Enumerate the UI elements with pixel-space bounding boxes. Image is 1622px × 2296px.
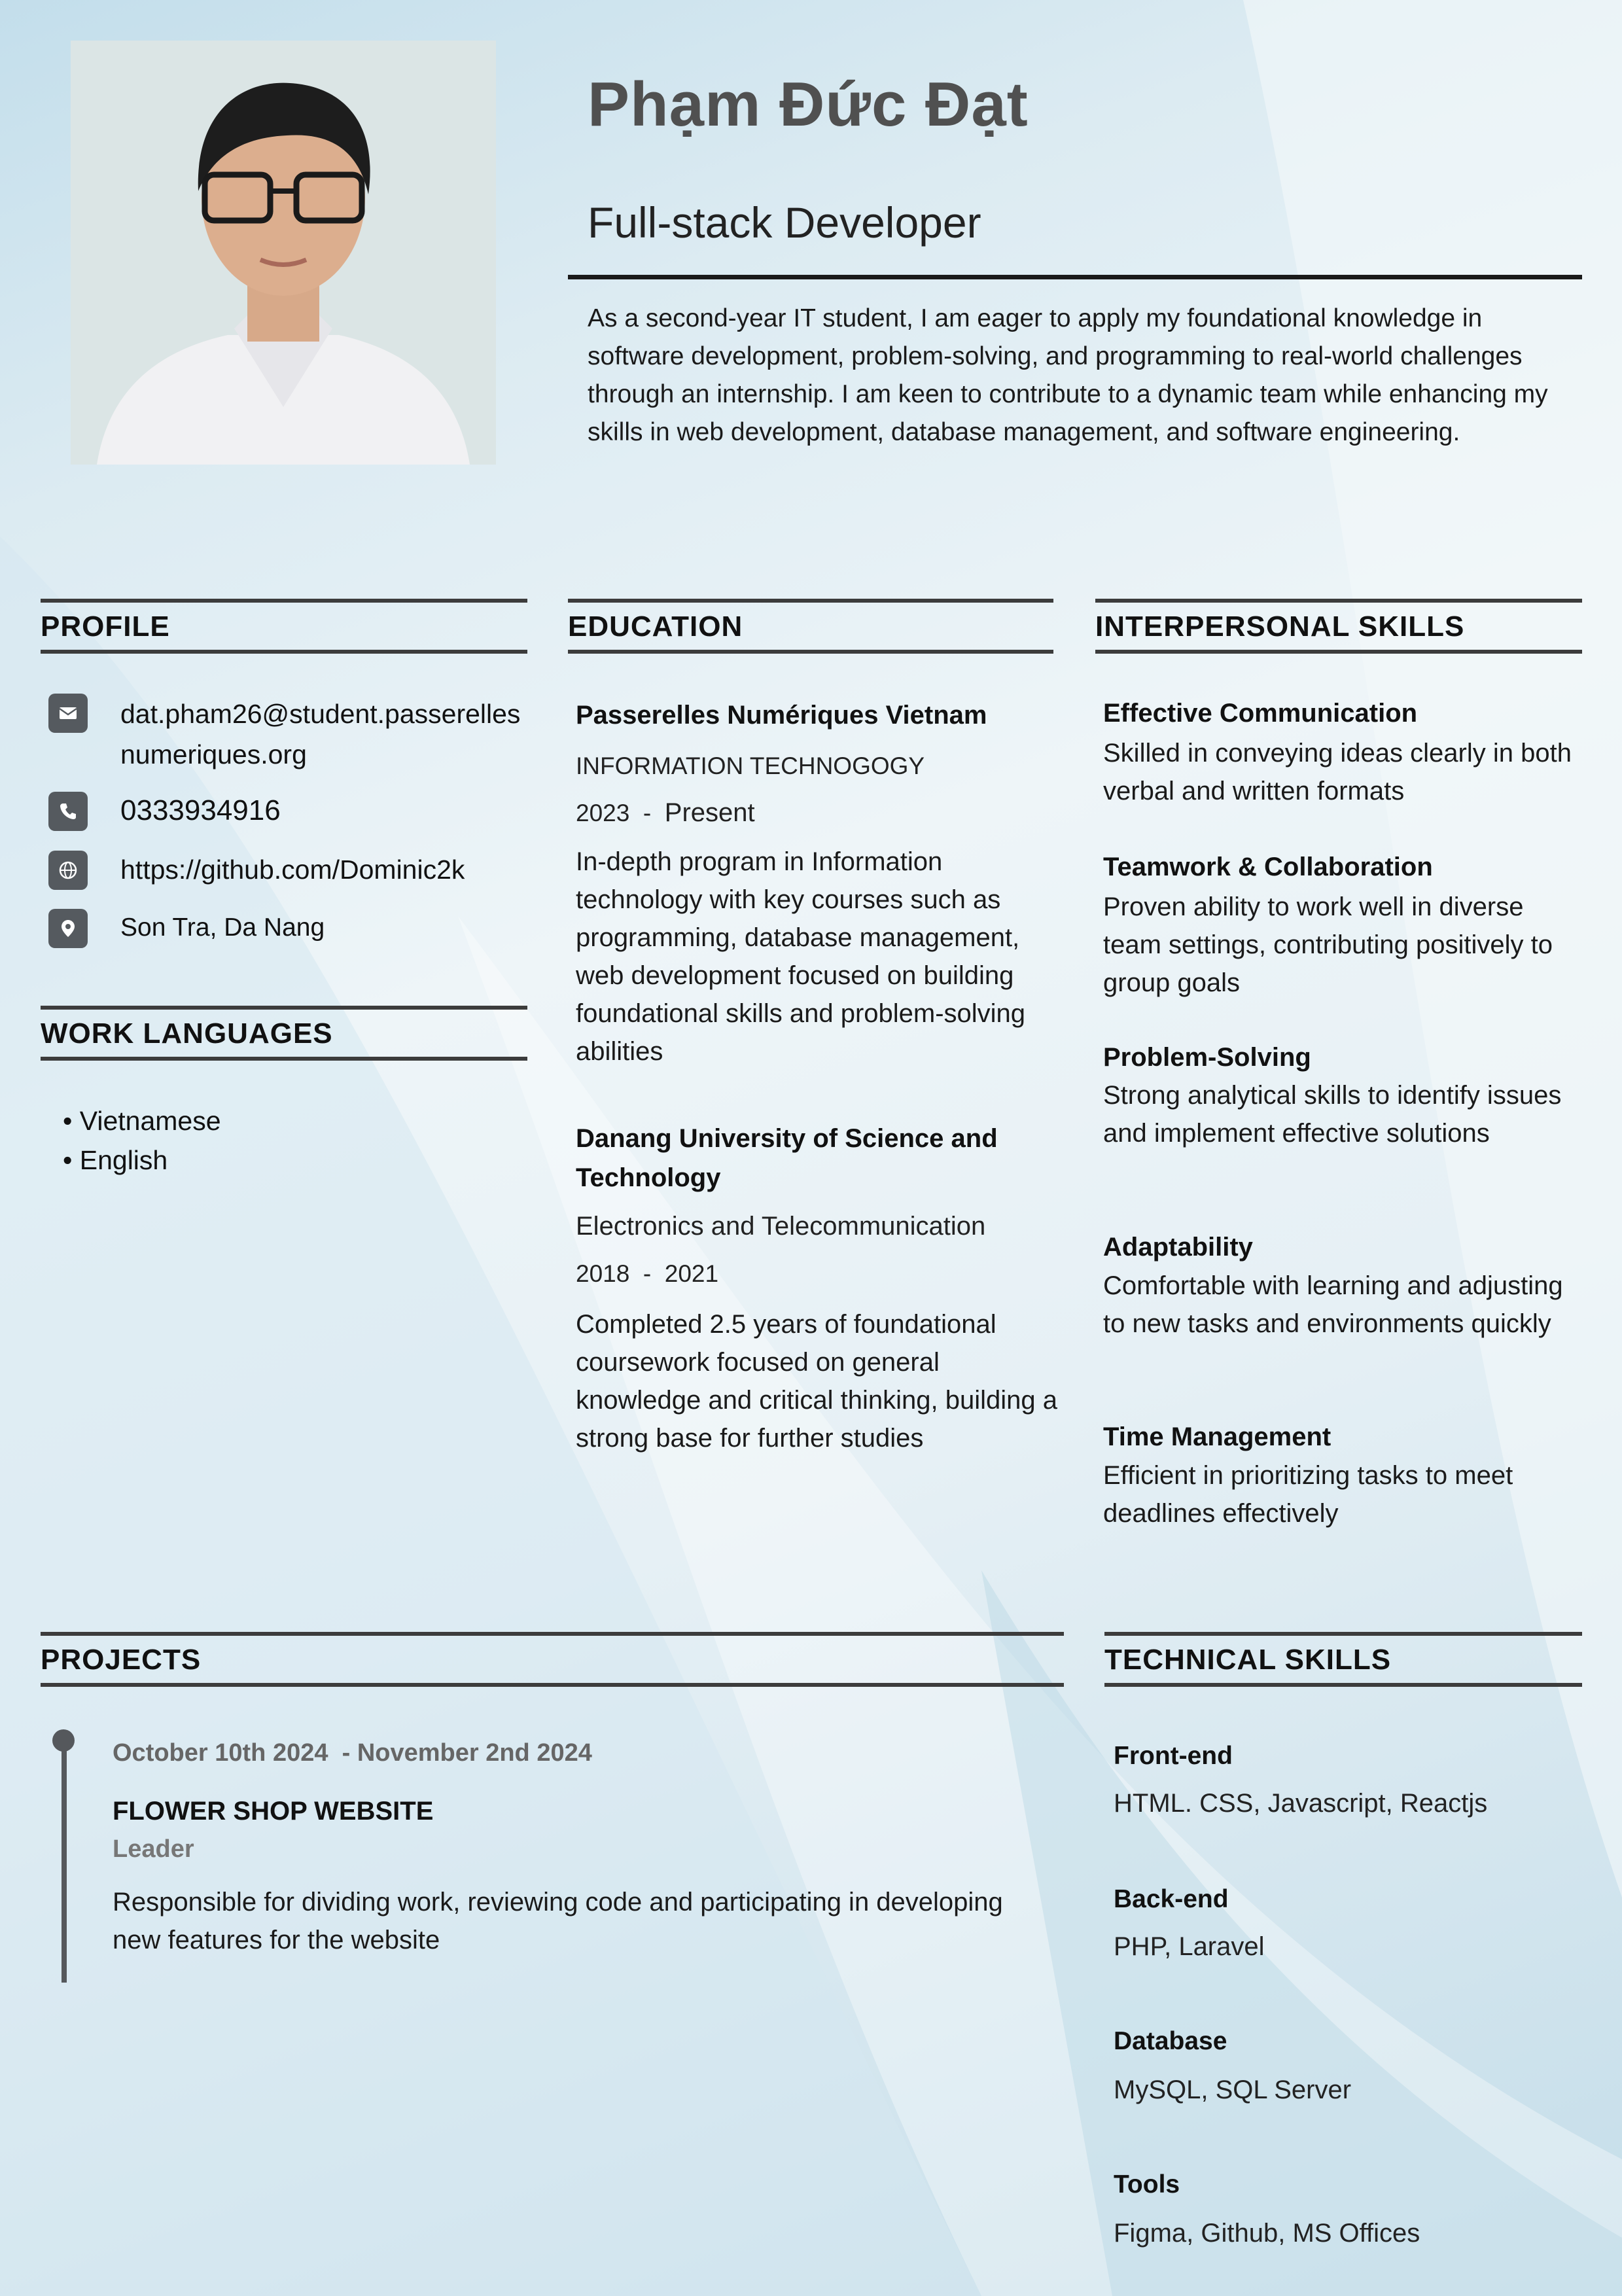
email-icon — [48, 694, 88, 733]
career-summary: As a second-year IT student, I am eager to apply my foundational knowledge in software development, problem-solving, and programming to real-world challenges through an internship. I am keen to contribute to a dynamic team while enhancing my skills in web development, database management, and software engineering. — [588, 304, 1548, 446]
language-item: • English — [63, 1145, 168, 1175]
education-school: Passerelles Numériques Vietnam — [576, 701, 987, 730]
tech-category: Database — [1114, 2027, 1227, 2055]
skill-title: Effective Communication — [1103, 699, 1418, 728]
tech-category: Back-end — [1114, 1885, 1229, 1913]
job-title: Full-stack Developer — [588, 198, 981, 247]
tech-value: PHP, Laravel — [1114, 1932, 1265, 1961]
profile-photo — [71, 41, 496, 465]
education-heading: EDUCATION — [568, 599, 1053, 654]
education-description: Completed 2.5 years of foundational coursework focused on general knowledge and critical thinking, building a strong base for further studies — [576, 1310, 1058, 1453]
skill-description: Proven ability to work well in diverse team settings, contributing positively to group goals — [1103, 892, 1553, 997]
phone-icon — [48, 792, 88, 831]
technical-heading: TECHNICAL SKILLS — [1104, 1632, 1582, 1687]
tech-value: MySQL, SQL Server — [1114, 2075, 1352, 2104]
location-text: Son Tra, Da Nang — [120, 913, 325, 942]
project-role: Leader — [113, 1835, 194, 1863]
tech-value: Figma, Github, MS Offices — [1114, 2219, 1420, 2248]
education-dates: 2018 - 2021 — [576, 1260, 719, 1287]
email-text[interactable]: dat.pham26@student.passerelles numeriques.org — [120, 699, 521, 769]
skill-description: Comfortable with learning and adjusting to new tasks and environments quickly — [1103, 1271, 1563, 1338]
header-divider — [568, 275, 1582, 279]
candidate-name: Phạm Đức Đạt — [588, 69, 1029, 139]
phone-text[interactable]: 0333934916 — [120, 794, 281, 826]
education-major: INFORMATION TECHNOGOGY — [576, 752, 925, 779]
education-dates: 2023 - Present — [576, 798, 755, 827]
skill-description: Efficient in prioritizing tasks to meet deadlines effectively — [1103, 1461, 1513, 1528]
globe-icon — [48, 851, 88, 890]
profile-heading: PROFILE — [41, 599, 527, 654]
tech-category: Tools — [1114, 2170, 1180, 2199]
education-description: In-depth program in Information technology with key courses such as programming, database management, web development focused on building foundational skills and problem-solving abilities — [576, 847, 1026, 1066]
skill-description: Skilled in conveying ideas clearly in both verbal and written formats — [1103, 739, 1572, 805]
website-text[interactable]: https://github.com/Dominic2k — [120, 855, 465, 885]
project-dates: October 10th 2024 - November 2nd 2024 — [113, 1739, 592, 1767]
tech-value: HTML. CSS, Javascript, Reactjs — [1114, 1789, 1488, 1818]
timeline-dot — [52, 1729, 75, 1752]
education-school: Danang University of Science and Technology — [576, 1124, 998, 1192]
tech-category: Front-end — [1114, 1742, 1233, 1770]
language-item: • Vietnamese — [63, 1106, 221, 1136]
project-timeline — [62, 1742, 67, 1983]
project-description: Responsible for dividing work, reviewing code and participating in developing new features for the website — [113, 1888, 1003, 1954]
skill-title: Adaptability — [1103, 1233, 1253, 1262]
project-title: FLOWER SHOP WEBSITE — [113, 1797, 434, 1826]
skill-title: Time Management — [1103, 1422, 1331, 1451]
skill-title: Problem-Solving — [1103, 1043, 1311, 1072]
location-pin-icon — [48, 909, 88, 948]
interpersonal-heading: INTERPERSONAL SKILLS — [1095, 599, 1582, 654]
education-major: Electronics and Telecommunication — [576, 1212, 986, 1241]
projects-heading: PROJECTS — [41, 1632, 1064, 1687]
skill-title: Teamwork & Collaboration — [1103, 853, 1433, 881]
languages-heading: WORK LANGUAGES — [41, 1006, 527, 1061]
skill-description: Strong analytical skills to identify issues and implement effective solutions — [1103, 1081, 1562, 1148]
